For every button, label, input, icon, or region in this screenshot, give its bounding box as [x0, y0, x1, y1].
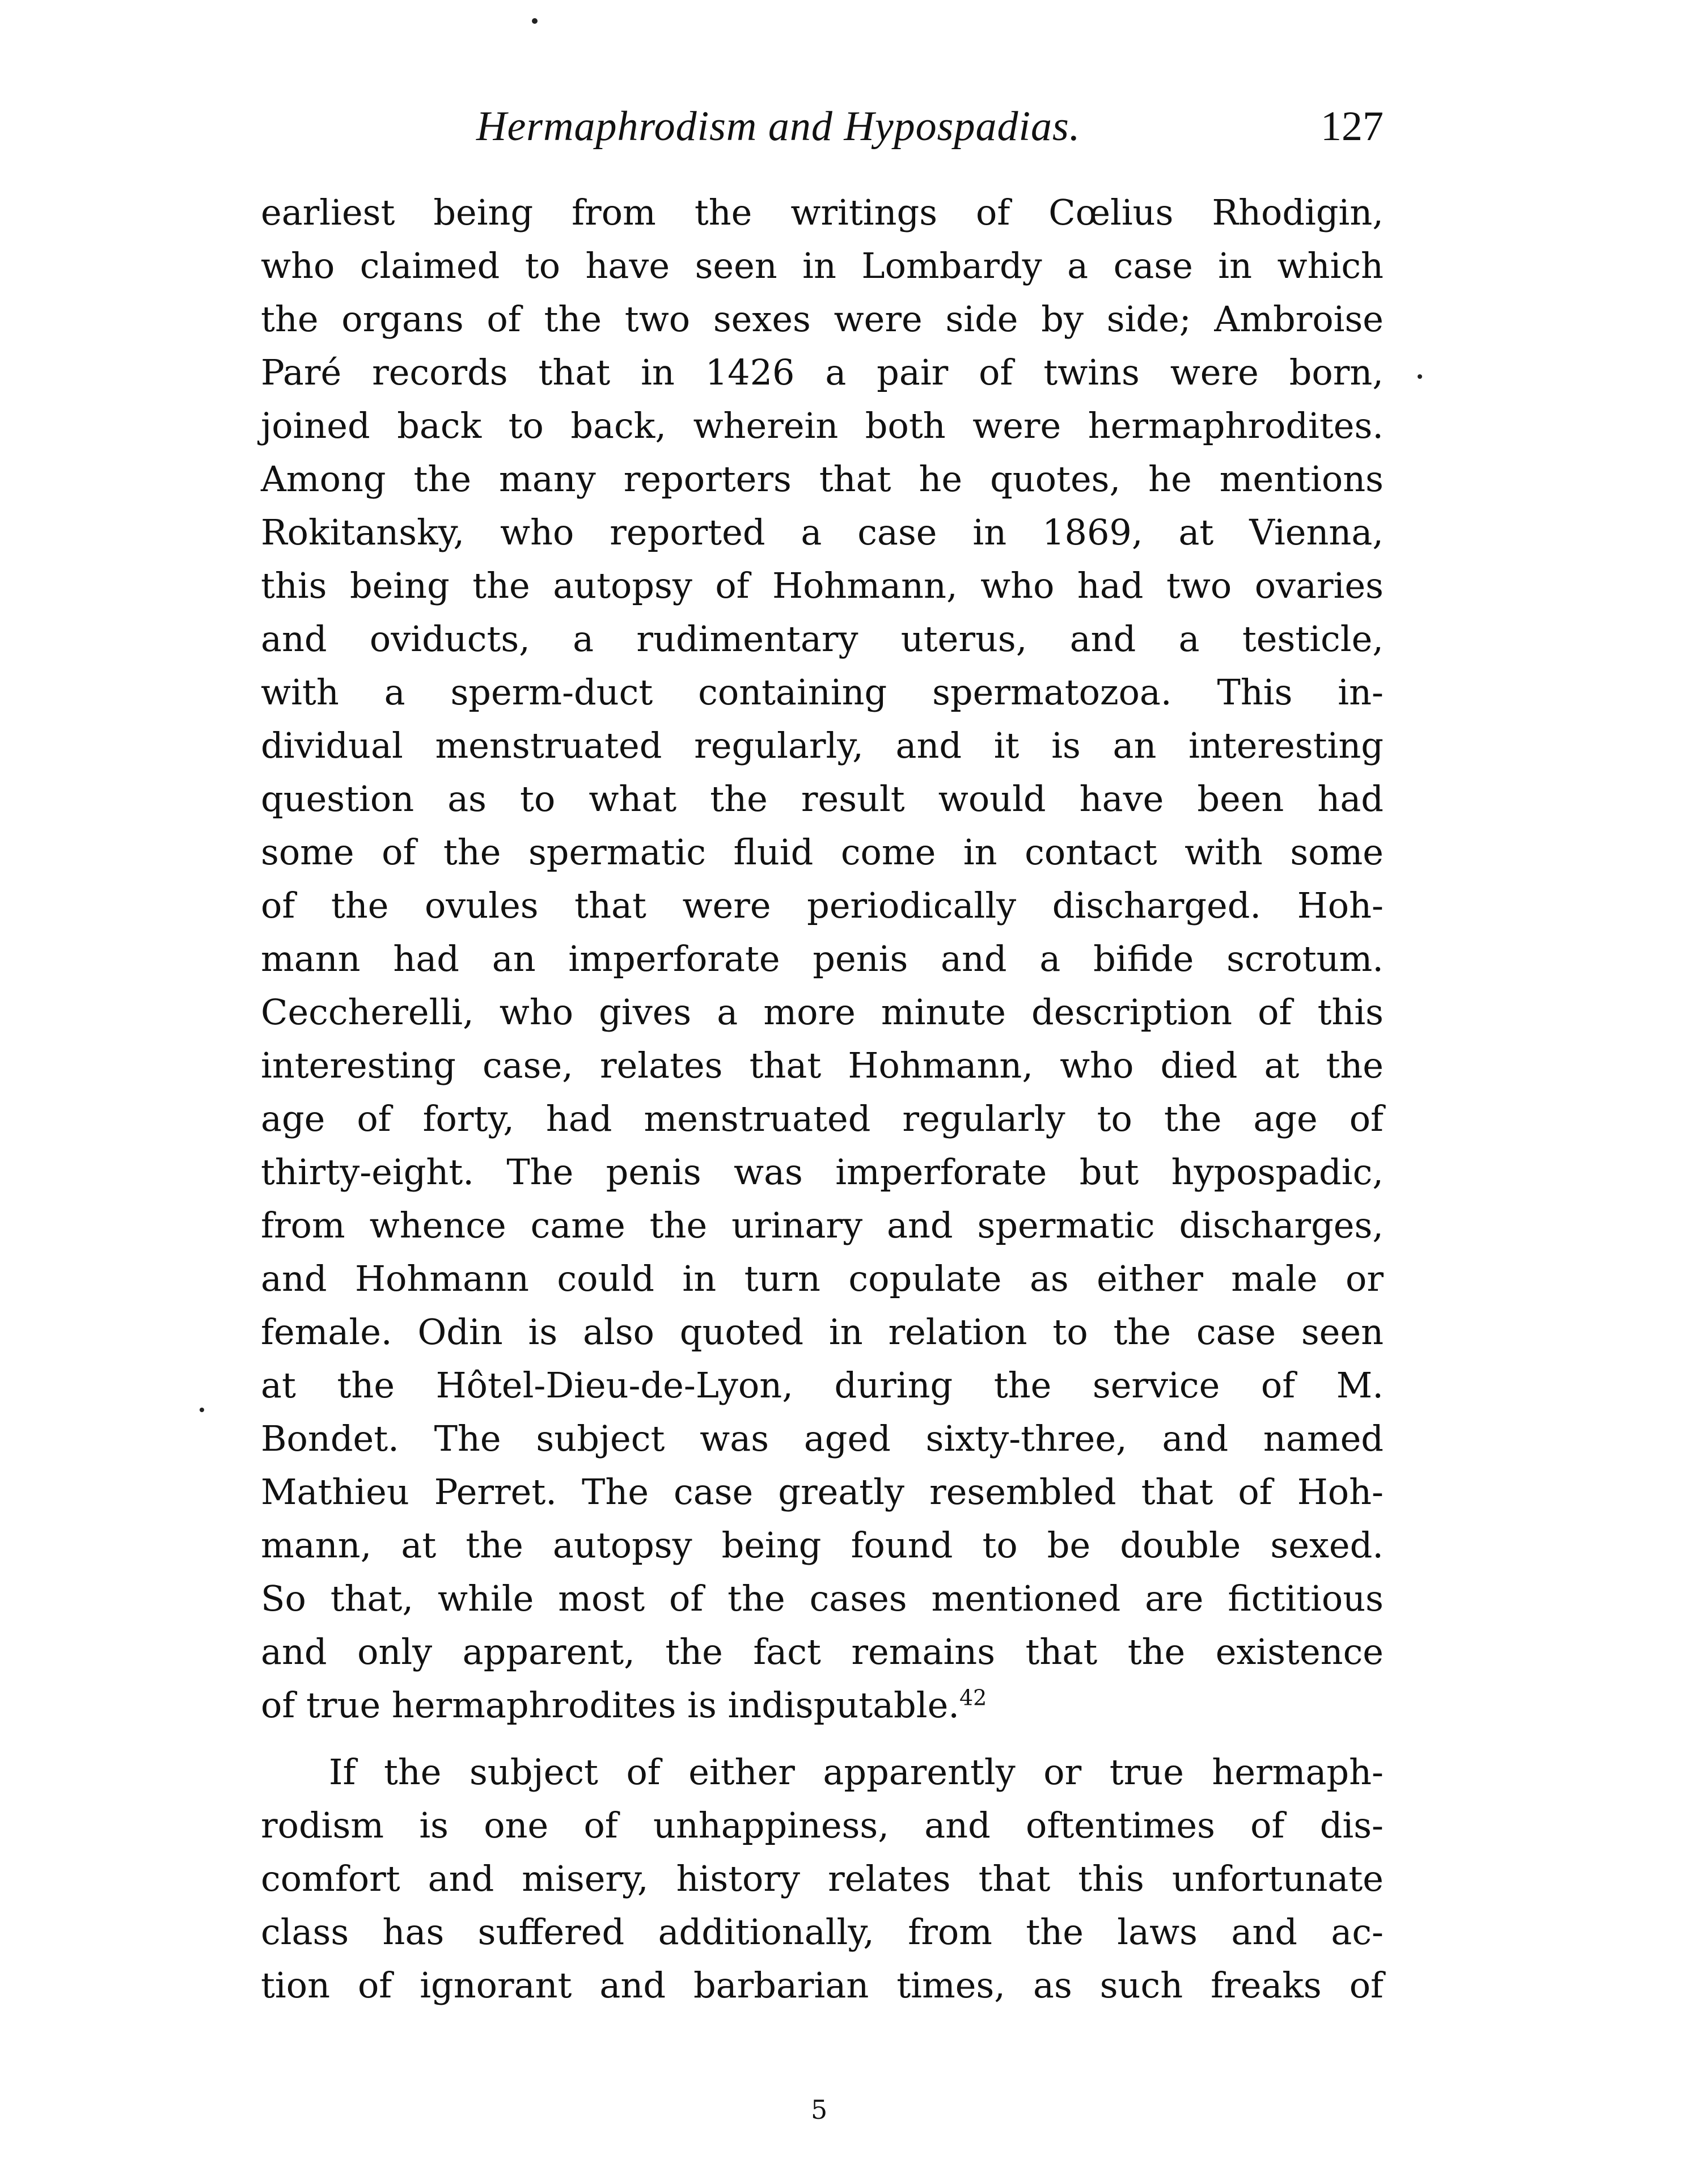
text-line: and oviducts, a rudimentary uterus, and a testicle,	[261, 618, 1384, 660]
text-line: dividual menstruated regularly, and it is an interesting	[261, 725, 1384, 766]
running-title: Hermaphrodism and Hypospadias.	[476, 103, 1081, 150]
body-text	[261, 186, 1384, 2012]
text-line: comfort and misery, history relates that this unfortunate	[261, 1858, 1384, 1899]
text-line: earliest being from the writings of Cœlius Rhodigin,	[261, 192, 1384, 233]
text-line: some of the spermatic fluid come in contact with some	[261, 831, 1384, 873]
text-line-last	[261, 1679, 1384, 1732]
text-line: So that, while most of the cases mentioned are fictitious	[261, 1578, 1384, 1619]
text-line: and only apparent, the fact remains that the existence	[261, 1631, 1384, 1672]
text-line: interesting case, relates that Hohmann, who died at the	[261, 1045, 1384, 1086]
text-line: this being the autopsy of Hohmann, who had two ovaries	[261, 565, 1384, 606]
print-speck	[532, 18, 538, 24]
text-line: rodism is one of unhappiness, and oftentimes of dis-	[261, 1805, 1384, 1846]
paragraph-gap	[261, 1732, 1384, 1746]
text-line: Among the many reporters that he quotes, he mentions	[261, 458, 1384, 500]
text-line: thirty-eight. The penis was imperforate but hypospadic,	[261, 1151, 1384, 1193]
text-line: Mathieu Perret. The case greatly resembled that of Hoh-	[261, 1471, 1384, 1513]
text-line: age of forty, had menstruated regularly to the age of	[261, 1098, 1384, 1139]
print-speck	[1418, 374, 1422, 379]
text-line: Ceccherelli, who gives a more minute description of this	[261, 991, 1384, 1033]
print-speck	[200, 1408, 204, 1412]
footnote-reference[interactable]: 42	[959, 1685, 987, 1710]
text-line: class has suffered additionally, from the laws and ac-	[261, 1911, 1384, 1953]
text-line: the organs of the two sexes were side by side; Ambroise	[261, 298, 1384, 340]
text-line: at the Hôtel-Dieu-de-Lyon, during the service of M.	[261, 1365, 1384, 1406]
text-line: mann had an imperforate penis and a bifide scrotum.	[261, 938, 1384, 979]
text-line: from whence came the urinary and spermatic discharges,	[261, 1205, 1384, 1246]
text-line: mann, at the autopsy being found to be double sexed.	[261, 1524, 1384, 1566]
page-number: 127	[1321, 103, 1384, 150]
text-line-indented: If the subject of either apparently or true hermaph-	[329, 1751, 1384, 1793]
paragraph-2	[261, 1746, 1384, 2012]
text-line: of the ovules that were periodically discharged. Hoh-	[261, 885, 1384, 926]
signature-mark: 5	[811, 2094, 828, 2125]
text-line: Bondet. The subject was aged sixty-three, and named	[261, 1418, 1384, 1459]
paragraph-1	[261, 186, 1384, 1732]
running-head	[261, 95, 1384, 158]
text-line-content: of true hermaphrodites is indisputable.	[261, 1684, 959, 1726]
text-line: Paré records that in 1426 a pair of twins were born,	[261, 352, 1384, 393]
text-line: and Hohmann could in turn copulate as either male or	[261, 1258, 1384, 1299]
text-line: female. Odin is also quoted in relation to the case seen	[261, 1311, 1384, 1353]
text-line: who claimed to have seen in Lombardy a case in which	[261, 245, 1384, 286]
text-line: joined back to back, wherein both were hermaphrodites.	[261, 405, 1384, 446]
text-line: with a sperm-duct containing spermatozoa. This in-	[261, 671, 1384, 713]
text-line: tion of ignorant and barbarian times, as such freaks of	[261, 1965, 1384, 2006]
text-line: question as to what the result would have been had	[261, 778, 1384, 819]
text-line: Rokitansky, who reported a case in 1869, at Vienna,	[261, 512, 1384, 553]
